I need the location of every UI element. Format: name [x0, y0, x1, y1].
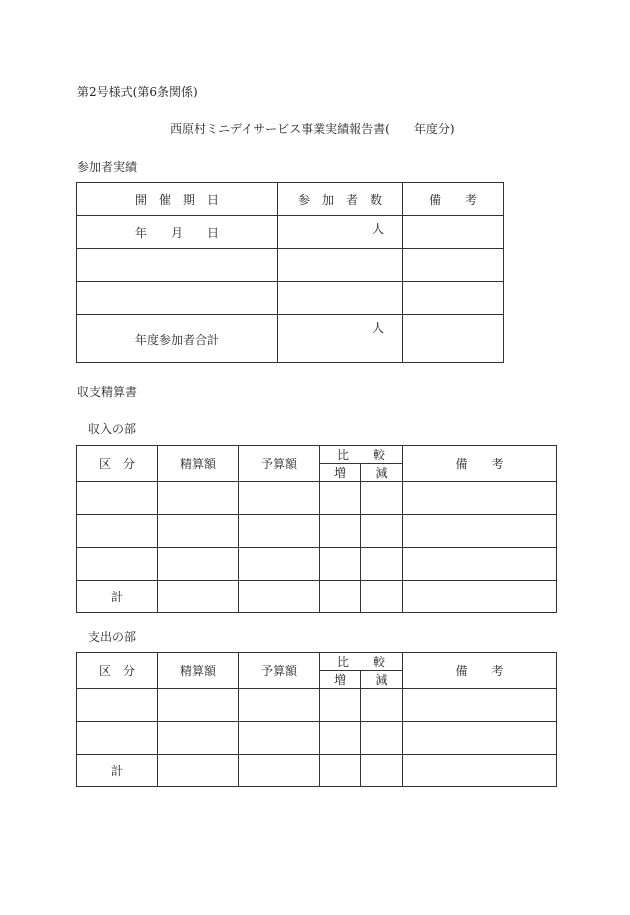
total-count-cell[interactable] — [278, 315, 403, 363]
remarks-cell[interactable] — [403, 689, 557, 722]
unit-label: 人 — [371, 321, 384, 335]
remarks-cell[interactable] — [403, 515, 557, 548]
header-comparison: 比 較 — [320, 446, 403, 464]
remarks-cell[interactable] — [403, 282, 504, 315]
remarks-cell[interactable] — [403, 722, 557, 755]
remarks-cell[interactable] — [403, 755, 557, 787]
remarks-cell[interactable] — [403, 216, 504, 249]
budget-total-cell[interactable] — [239, 755, 320, 787]
table-row — [77, 282, 504, 315]
remarks-cell[interactable] — [403, 482, 557, 515]
increase-cell[interactable] — [320, 689, 361, 722]
header-increase: 増 — [320, 464, 361, 482]
table-total-row — [77, 755, 557, 787]
increase-cell[interactable] — [320, 548, 361, 581]
budget-cell[interactable] — [239, 482, 320, 515]
table-row — [77, 216, 504, 249]
table-row — [77, 482, 557, 515]
header-settled-amount: 精算額 — [158, 653, 239, 689]
table-row — [77, 249, 504, 282]
income-heading: 収入の部 — [88, 422, 137, 436]
document-title: 西原村ミニデイサービス事業実績報告書( 年度分) — [170, 122, 455, 136]
total-label: 計 — [77, 755, 158, 787]
participants-heading: 参加者実績 — [77, 160, 138, 174]
budget-total-cell[interactable] — [239, 581, 320, 613]
header-budget-amount: 予算額 — [239, 653, 320, 689]
category-cell[interactable] — [77, 689, 158, 722]
budget-cell[interactable] — [239, 722, 320, 755]
participant-count-cell[interactable] — [278, 216, 403, 249]
table-total-row — [77, 315, 504, 363]
table-row — [77, 689, 557, 722]
date-row-label: 年 月 日 — [77, 216, 278, 249]
remarks-cell[interactable] — [403, 249, 504, 282]
budget-cell[interactable] — [239, 689, 320, 722]
date-cell[interactable] — [77, 249, 278, 282]
table-header-row — [77, 653, 557, 671]
increase-cell[interactable] — [320, 515, 361, 548]
settled-total-cell[interactable] — [158, 581, 239, 613]
category-cell[interactable] — [77, 515, 158, 548]
header-category: 区 分 — [77, 653, 158, 689]
increase-cell[interactable] — [320, 722, 361, 755]
category-cell[interactable] — [77, 722, 158, 755]
table-total-row — [77, 581, 557, 613]
table-header-row — [77, 183, 504, 216]
header-remarks: 備 考 — [403, 183, 504, 216]
table-row — [77, 722, 557, 755]
remarks-cell[interactable] — [403, 548, 557, 581]
header-decrease: 減 — [361, 671, 403, 689]
date-cell[interactable] — [77, 282, 278, 315]
decrease-total-cell[interactable] — [361, 581, 403, 613]
decrease-cell[interactable] — [361, 482, 403, 515]
settled-total-cell[interactable] — [158, 755, 239, 787]
budget-cell[interactable] — [239, 548, 320, 581]
header-budget-amount: 予算額 — [239, 446, 320, 482]
expense-table — [76, 652, 557, 787]
expense-heading: 支出の部 — [88, 630, 137, 644]
header-participant-count: 参 加 者 数 — [278, 183, 403, 216]
form-number: 第2号様式(第6条関係) — [77, 85, 198, 99]
unit-label: 人 — [371, 222, 384, 236]
total-label: 計 — [77, 581, 158, 613]
decrease-cell[interactable] — [361, 722, 403, 755]
category-cell[interactable] — [77, 482, 158, 515]
table-row — [77, 548, 557, 581]
table-row — [77, 515, 557, 548]
header-settled-amount: 精算額 — [158, 446, 239, 482]
participant-count-cell[interactable] — [278, 249, 403, 282]
budget-cell[interactable] — [239, 515, 320, 548]
header-decrease: 減 — [361, 464, 403, 482]
settled-cell[interactable] — [158, 515, 239, 548]
total-label-cell — [77, 315, 278, 363]
decrease-cell[interactable] — [361, 548, 403, 581]
budget-heading: 収支精算書 — [77, 385, 138, 399]
decrease-cell[interactable] — [361, 689, 403, 722]
increase-total-cell[interactable] — [320, 581, 361, 613]
header-category: 区 分 — [77, 446, 158, 482]
income-table — [76, 445, 557, 613]
table-header-row — [77, 446, 557, 464]
increase-cell[interactable] — [320, 482, 361, 515]
header-increase: 増 — [320, 671, 361, 689]
remarks-cell[interactable] — [403, 315, 504, 363]
header-remarks: 備 考 — [403, 653, 557, 689]
increase-total-cell[interactable] — [320, 755, 361, 787]
category-cell[interactable] — [77, 548, 158, 581]
decrease-total-cell[interactable] — [361, 755, 403, 787]
header-comparison: 比 較 — [320, 653, 403, 671]
participant-count-cell[interactable] — [278, 282, 403, 315]
settled-cell[interactable] — [158, 482, 239, 515]
settled-cell[interactable] — [158, 722, 239, 755]
header-remarks: 備 考 — [403, 446, 557, 482]
participants-table — [76, 182, 504, 363]
settled-cell[interactable] — [158, 689, 239, 722]
total-label: 年度参加者合計 — [134, 333, 219, 347]
decrease-cell[interactable] — [361, 515, 403, 548]
header-event-date: 開 催 期 日 — [77, 183, 278, 216]
remarks-cell[interactable] — [403, 581, 557, 613]
settled-cell[interactable] — [158, 548, 239, 581]
